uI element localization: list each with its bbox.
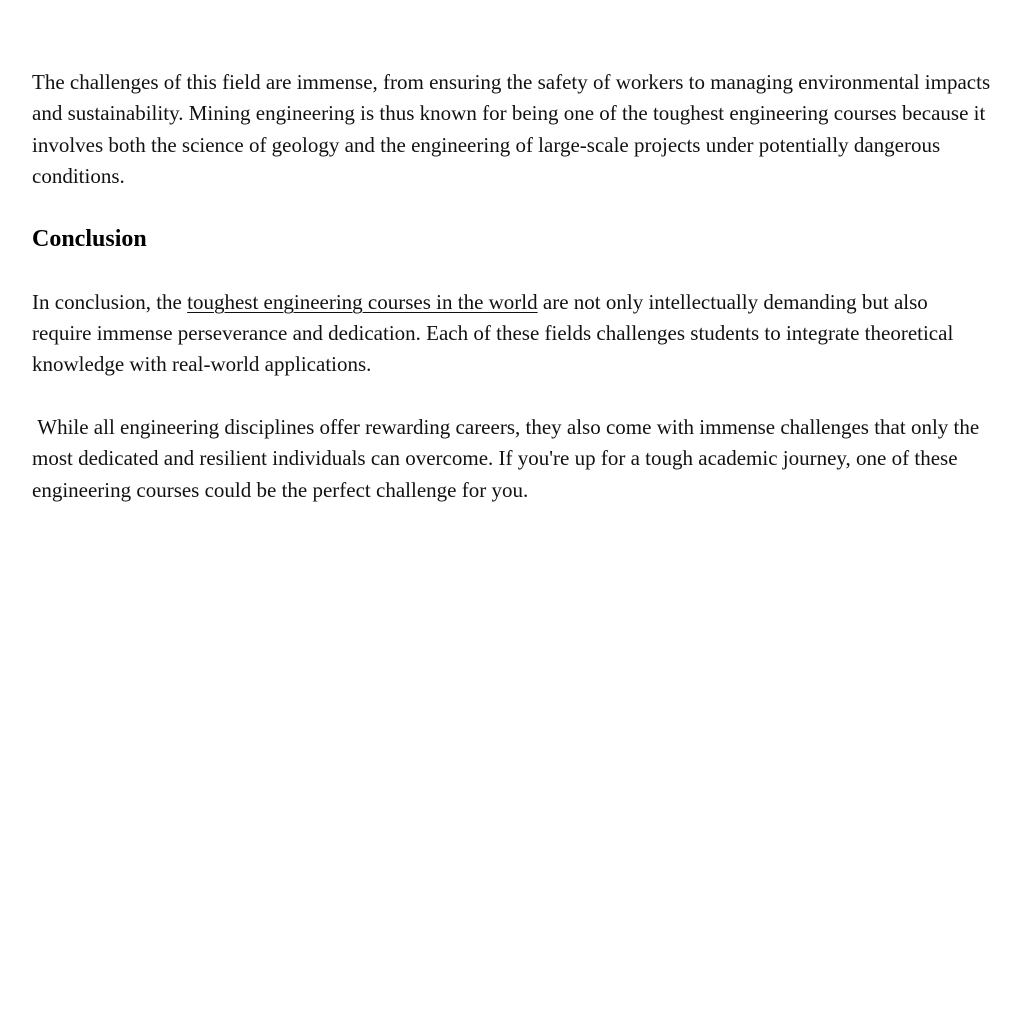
intro-paragraph: The challenges of this field are immense, from ensuring the safety of workers to managing environmental impacts and sustainability. Mining engineering is thus known for being one of the toughest engineering courses because it involves both the science of geology and the engineering of large-scale projects under potentially dangerous conditions. — [32, 70, 991, 189]
conclusion-paragraph — [32, 254, 992, 381]
conclusion-text-end: are not only intellectually demanding but also require immense perseverance and dedication. Each of these fields challenges students to integrate theoretical knowledge with real-world applications. — [32, 289, 954, 377]
toughest-courses-link[interactable]: toughest engineering courses in the world — [187, 289, 538, 314]
conclusion-heading: Conclusion — [32, 225, 147, 252]
conclusion-text-start: In conclusion, the — [32, 289, 188, 314]
closing-paragraph: While all engineering disciplines offer rewarding careers, they also come with immense challenges that only the most dedicated and resilient individuals can overcome. If you're up for a tough academic journey, one of these engineering courses could be the perfect challenge for you. — [32, 414, 985, 502]
